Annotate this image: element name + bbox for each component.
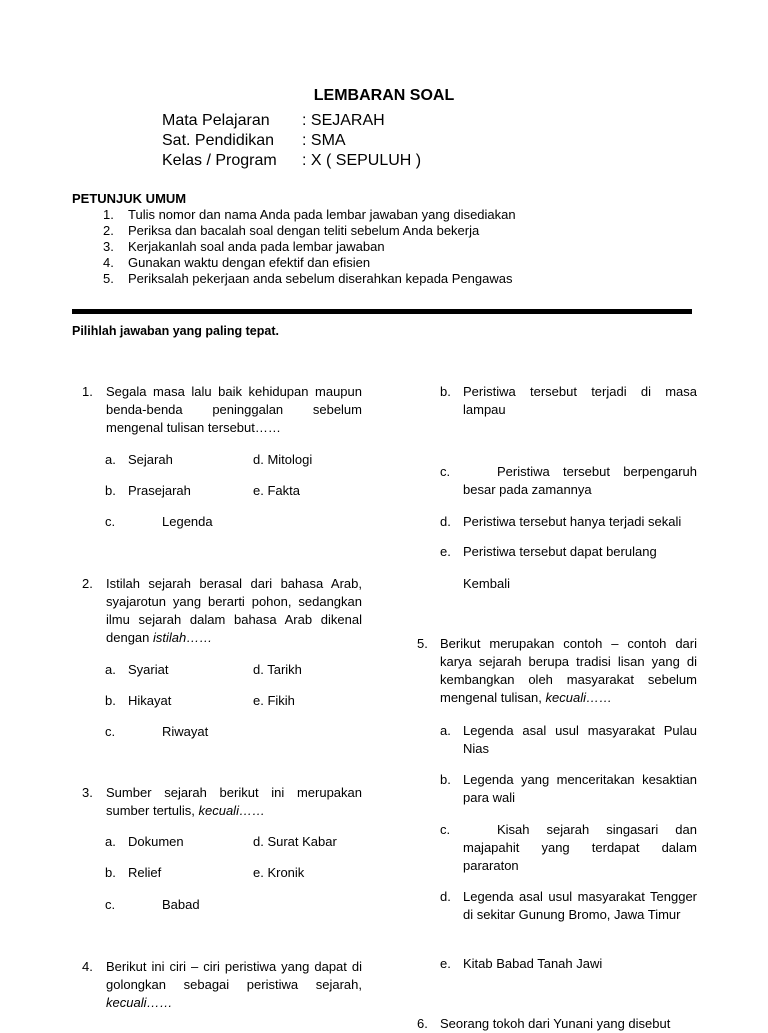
meta-class [162,151,421,171]
page-title: LEMBARAN SOAL [313,87,455,104]
option-text: Legenda yang menceritakan kesaktian para wali [463,772,697,805]
question-number: 5. [417,636,428,651]
meta-value: : SMA [302,132,346,149]
question-stem: Istilah sejarah berasal dari bahasa Arab, syajarotun yang berarti pohon, sedangkan ilmu sejarah dalam bahasa Arab dikenal dengan istilah…… [106,576,362,645]
question-number: 2. [82,576,93,591]
question-stem: Sumber sejarah berikut ini merupakan sumber tertulis, kecuali…… [106,785,362,818]
question-stem: Berikut ini ciri – ciri peristiwa yang dapat di golongkan sebagai peristiwa sejarah, kecuali…… [106,959,362,1010]
meta-school-level [162,131,346,151]
option-d: d. Mitologi [253,452,313,467]
question-number: 1. [82,384,93,399]
divider [72,309,692,314]
option-e: e. Kronik [253,865,305,880]
question-stem: Segala masa lalu baik kehidupan maupun benda-benda peninggalan sebelum mengenal tulisan tersebut…… [106,384,362,435]
option-d: d. Tarikh [253,662,302,677]
question-number: 3. [82,785,93,800]
question-stem: Seorang tokoh dari Yunani yang disebut [440,1016,671,1031]
question-number: 4. [82,959,93,974]
option-e-continued: Kembali [463,576,510,591]
general-instructions-heading: PETUNJUK UMUM [72,191,187,206]
meta-label: Sat. Pendidikan [162,132,275,149]
question-number: 6. [417,1016,428,1031]
meta-subject [162,111,385,131]
option-e: e. Fikih [253,693,295,708]
meta-value: : X ( SEPULUH ) [302,152,422,169]
instruction-text: Pilihlah jawaban yang paling tepat. [72,324,279,338]
meta-label: Kelas / Program [162,152,277,169]
question-stem: Berikut merupakan contoh – contoh dari karya sejarah berupa tradisi lisan yang di kembangkan oleh masyarakat sebelum mengenal tulisan, kecuali…… [440,636,697,705]
list-item: 5. Periksalah pekerjaan anda sebelum diserahkan kepada Pengawas [103,271,513,286]
general-instructions-list [103,207,516,287]
list-item: 4. Gunakan waktu dengan efektif dan efisien [103,255,371,270]
option-e: e. Fakta [253,483,300,498]
meta-value: : SEJARAH [302,112,385,129]
meta-label: Mata Pelajaran [162,112,270,129]
option-d: d. Surat Kabar [253,834,337,849]
list-item: 2. Periksa dan bacalah soal dengan teliti sebelum Anda bekerja [103,223,480,238]
list-item: 1. Tulis nomor dan nama Anda pada lembar jawaban yang disediakan [103,207,516,222]
list-item: 3. Kerjakanlah soal anda pada lembar jawaban [103,239,385,254]
